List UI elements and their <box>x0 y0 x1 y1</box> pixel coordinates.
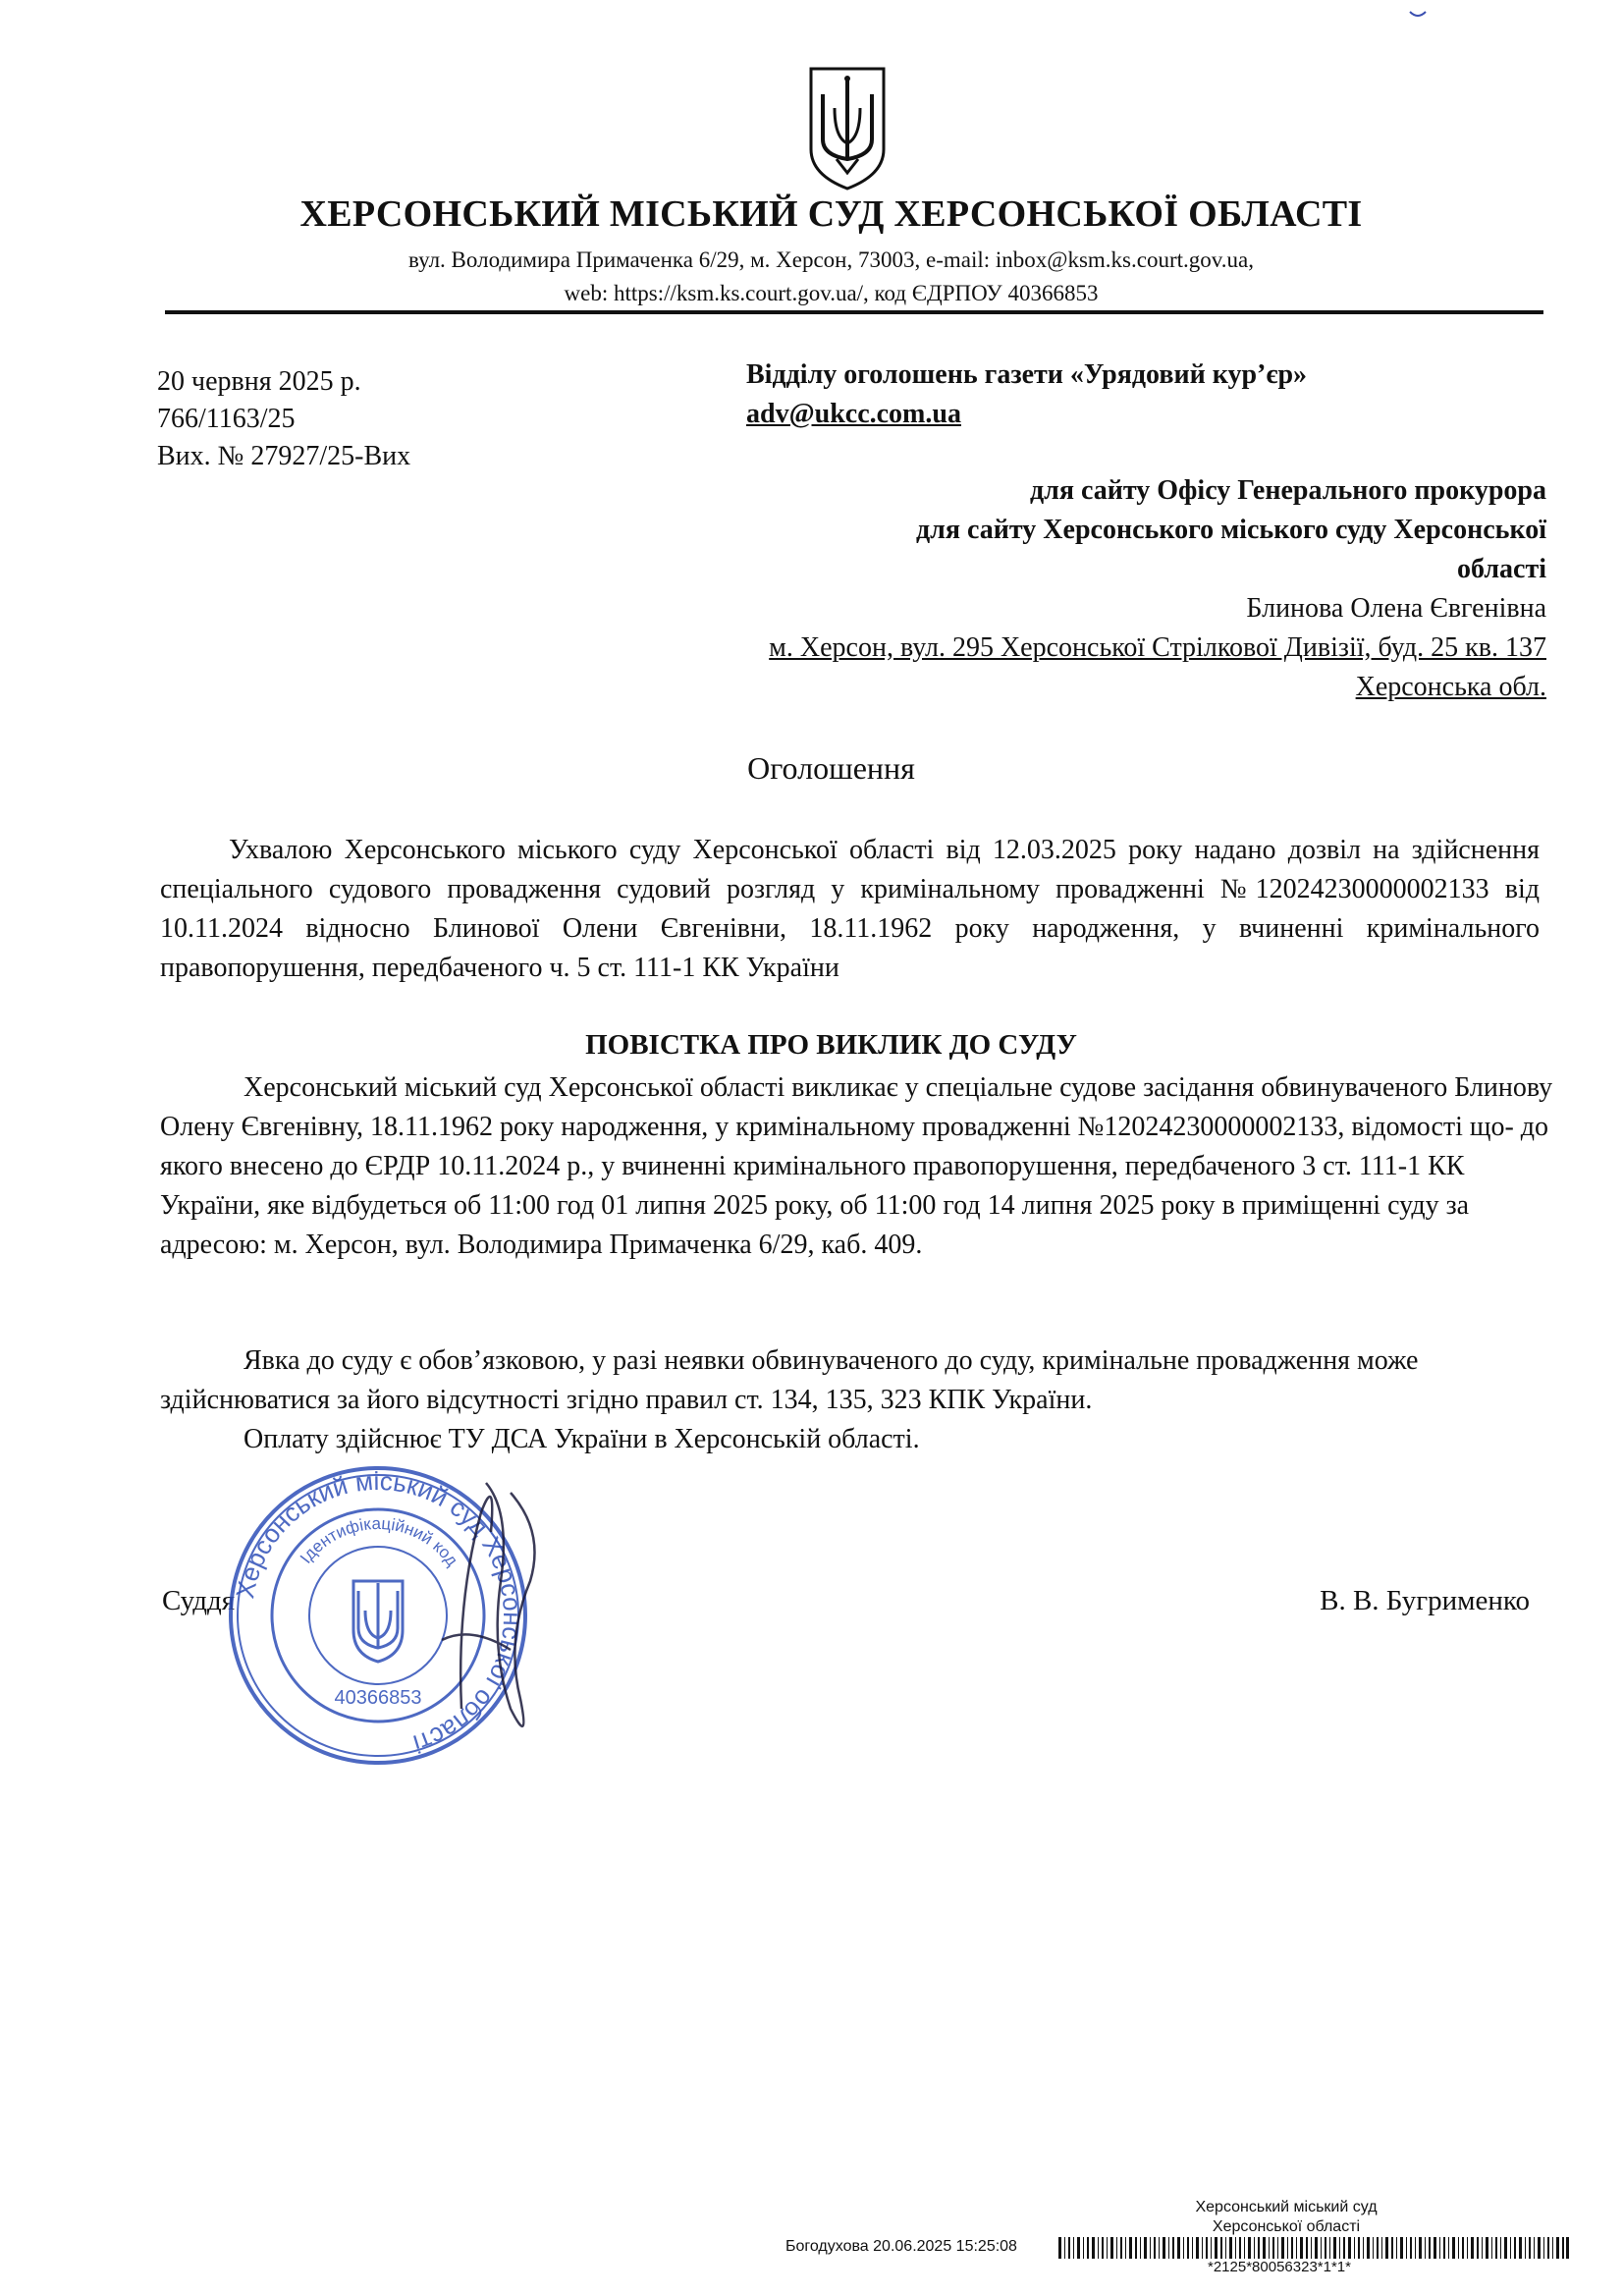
svg-text:Ідентифікаційний код <box>297 1514 461 1569</box>
registration-line2: Херсонської області <box>1212 2218 1361 2235</box>
court-address <box>0 244 1623 310</box>
seal-outer-text: Херсонський міський суд Херсонської області <box>230 1465 528 1760</box>
operator-stamp: Богодухова 20.06.2025 15:25:08 <box>785 2238 1017 2255</box>
summons-paragraph-1: Херсонський міський суд Херсонської області викликає у спеціальне судове засідання обвинуваченого Блинову Олену Євгенівну, 18.11.1962 року народження, у кримінальному провадженні №12024230000002133, відомості що- до якого внесено до ЄРДР 10.11.2024 р., у вчиненні кримінального правопорушення, передбаченого 3 ст. 111-1 КК України, яке відбудеться об 11:00 год 01 липня 2025 року, об 11:00 год 14 липня 2025 року в приміщенні суду за адресою: м. Херсон, вул. Володимира Примаченка 6/29, каб. 409. <box>160 1072 1553 1260</box>
seal-inner-text: Ідентифікаційний код <box>296 1513 462 1570</box>
document-date: 20 червня 2025 р. <box>157 366 361 397</box>
newspaper-line: Відділу оголошень газети «Урядовий кур’єр» <box>746 359 1308 390</box>
person-name: Блинова Олена Євгенівна <box>1246 593 1546 624</box>
judge-label: Суддя <box>162 1585 236 1616</box>
outgoing-number: Вих. № 27927/25-Вих <box>157 441 411 471</box>
judge-name: В. В. Бугрименко <box>1320 1585 1530 1616</box>
newspaper-email: adv@ukcc.com.ua <box>746 399 961 429</box>
summons-paragraph-3: Оплату здійснює ТУ ДСА України в Херсонській області. <box>243 1424 920 1454</box>
case-number: 766/1163/25 <box>157 404 296 434</box>
registration-stamp <box>1139 2198 1434 2237</box>
announcement-paragraph: Ухвалою Херсонського міського суду Херсонської області від 12.03.2025 року надано дозвіл на здійснення спеціального судового провадження судовий розгляд у кримінальному провадженні №12024230000002133 від 10.11.2024 відносно Блинової Олени Євгенівни, 18.11.1962 року народження, у вчиненні кримінального правопорушення, передбаченого ч. 5 ст. 111-1 КК України <box>160 835 1540 983</box>
barcode-text: *2125*80056323*1*1* <box>1208 2259 1351 2275</box>
site-recipients <box>663 471 1546 707</box>
seal-code: 40366853 <box>334 1687 422 1709</box>
summons-heading: ПОВІСТКА ПРО ВИКЛИК ДО СУДУ <box>585 1029 1077 1061</box>
newspaper-recipient <box>746 355 1307 434</box>
court-address-line2: web: https://ksm.ks.court.gov.ua/, код ЄДРПОУ 40366853 <box>564 281 1099 305</box>
trident-coat-of-arms-icon <box>807 65 888 192</box>
person-region: Херсонська обл. <box>1355 672 1546 702</box>
person-address: м. Херсон, вул. 295 Херсонської Стрілкової Дивізії, буд. 25 кв. 137 <box>769 632 1546 663</box>
court-address-line1: вул. Володимира Примаченка 6/29, м. Херсон, 73003, e-mail: inbox@ksm.ks.court.gov.ua, <box>408 247 1254 272</box>
announcement-heading: Оголошення <box>747 750 915 786</box>
prosecutor-line: для сайту Офісу Генерального прокурора <box>1029 475 1546 506</box>
court-seal-stamp <box>216 1453 540 1777</box>
court-site-line2: області <box>1457 554 1546 584</box>
barcode <box>1058 2237 1569 2259</box>
summons-paragraph-2: Явка до суду є обов’язковою, у разі неявки обвинуваченого до суду, кримінальне провадження може здійснюватися за його відсутності згідно правил ст. 134, 135, 323 КПК України. <box>160 1345 1419 1415</box>
registration-line1: Херсонський міський суд <box>1195 2199 1378 2215</box>
court-title: ХЕРСОНСЬКИЙ МІСЬКИЙ СУД ХЕРСОНСЬКОЇ ОБЛАСТІ <box>299 193 1363 235</box>
header-divider <box>165 310 1543 314</box>
court-site-line: для сайту Херсонського міського суду Херсонської <box>916 515 1546 545</box>
ink-mark <box>1409 10 1427 20</box>
document-meta <box>157 363 410 475</box>
